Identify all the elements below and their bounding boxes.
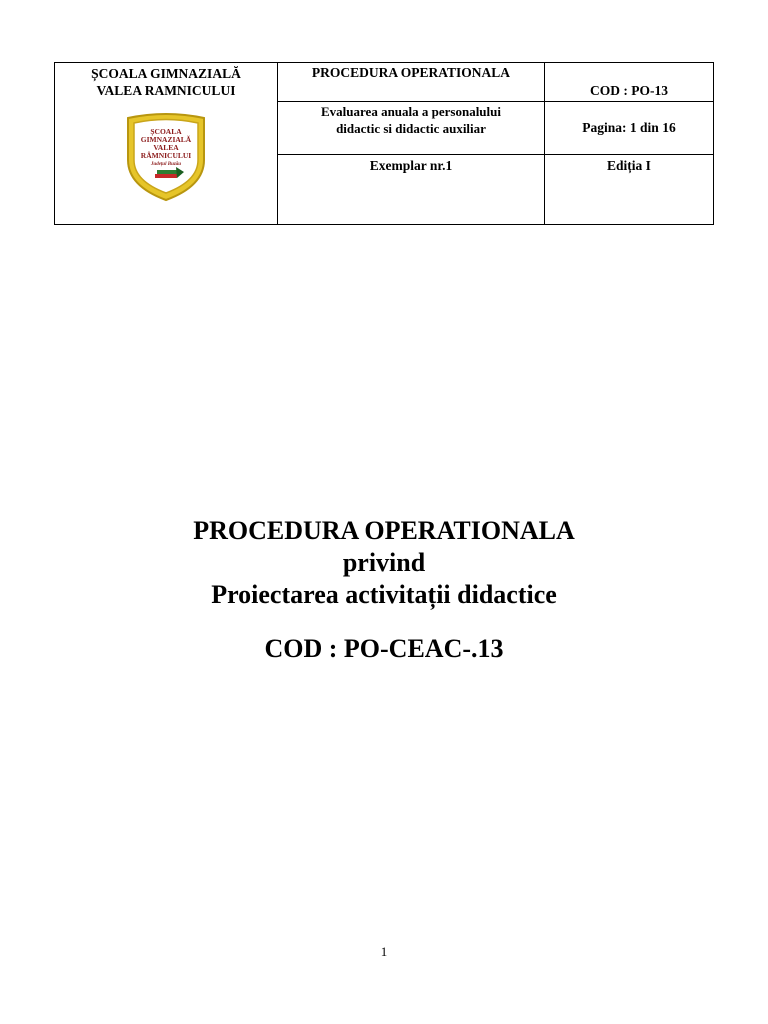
school-crest-icon xyxy=(120,112,212,202)
procedure-title-cell xyxy=(278,63,545,102)
page-info: Pagina: 1 din 16 xyxy=(582,120,676,135)
procedure-code: COD : PO-13 xyxy=(590,83,668,98)
code-cell xyxy=(545,63,714,102)
main-title-block xyxy=(0,515,768,665)
main-code-line: COD : PO-CEAC-.13 xyxy=(264,634,504,663)
school-name-line2: VALEA RAMNICULUI xyxy=(96,83,236,98)
logo-text-line1: ȘCOALA xyxy=(150,127,182,136)
school-name xyxy=(55,65,277,99)
page-info-cell xyxy=(545,102,714,155)
logo-text-line2: GIMNAZIALĂ xyxy=(140,135,192,144)
exemplar-cell xyxy=(278,155,545,225)
evaluation-line2: didactic si didactic auxiliar xyxy=(336,121,486,136)
logo-text-line5: Județul Buzău xyxy=(150,162,182,167)
page-number: 1 xyxy=(380,944,388,959)
logo-text-line3: VALEA xyxy=(153,143,179,152)
evaluation-line1: Evaluarea anuala a personalului xyxy=(321,104,501,119)
logo-text-line4: RÂMNICULUI xyxy=(140,151,192,160)
edition-cell xyxy=(545,155,714,225)
school-logo xyxy=(55,112,277,202)
exemplar: Exemplar nr.1 xyxy=(369,158,453,173)
document-header-table xyxy=(54,62,714,225)
main-title-line2: privind xyxy=(342,548,426,577)
procedure-title: PROCEDURA OPERATIONALA xyxy=(311,65,511,80)
main-title-line3: Proiectarea activitații didactice xyxy=(211,580,557,609)
evaluation-cell xyxy=(278,102,545,155)
school-name-line1: ȘCOALA GIMNAZIALĂ xyxy=(91,66,241,81)
main-title-line1: PROCEDURA OPERATIONALA xyxy=(193,516,575,545)
edition: Ediția I xyxy=(607,158,651,173)
school-info-cell xyxy=(55,63,278,225)
